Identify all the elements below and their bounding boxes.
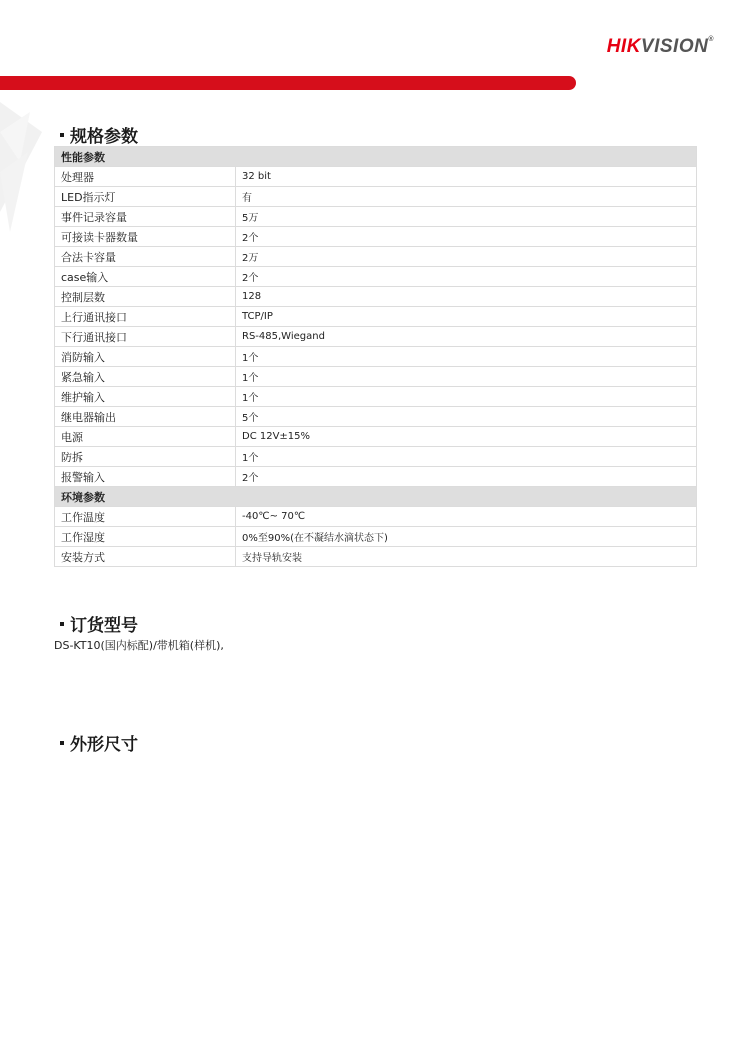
- table-row: [55, 387, 697, 407]
- spec-value: 32 bit: [236, 167, 697, 187]
- spec-key: 消防输入: [55, 347, 236, 367]
- environment-group-label: 环境参数: [55, 487, 697, 507]
- table-row: [55, 547, 697, 567]
- table-row: [55, 187, 697, 207]
- bullet-square-icon: [60, 741, 64, 745]
- spec-key: 可接读卡器数量: [55, 227, 236, 247]
- spec-value: 2万: [236, 247, 697, 267]
- size-section-title: [60, 730, 138, 755]
- spec-value: 1个: [236, 367, 697, 387]
- spec-value: TCP/IP: [236, 307, 697, 327]
- hikvision-logo: [607, 36, 714, 58]
- spec-value: 1个: [236, 347, 697, 367]
- spec-key: 报警输入: [55, 467, 236, 487]
- table-row: [55, 167, 697, 187]
- spec-key: 电源: [55, 427, 236, 447]
- order-model-text: DS-KT10(国内标配)/带机箱(样机),: [54, 639, 224, 652]
- spec-key: LED指示灯: [55, 187, 236, 207]
- table-row: [55, 447, 697, 467]
- environment-group-header: [55, 487, 697, 507]
- table-row: [55, 287, 697, 307]
- spec-value: 1个: [236, 387, 697, 407]
- spec-value: 有: [236, 187, 697, 207]
- table-row: [55, 247, 697, 267]
- spec-value: 1个: [236, 447, 697, 467]
- bullet-square-icon: [60, 622, 64, 626]
- spec-key: 事件记录容量: [55, 207, 236, 227]
- table-row: [55, 527, 697, 547]
- bullet-square-icon: [60, 133, 64, 137]
- spec-key: 上行通讯接口: [55, 307, 236, 327]
- spec-value: 5万: [236, 207, 697, 227]
- table-row: [55, 467, 697, 487]
- spec-value: 128: [236, 287, 697, 307]
- table-row: [55, 327, 697, 347]
- table-row: [55, 507, 697, 527]
- spec-key: 防拆: [55, 447, 236, 467]
- spec-key: 处理器: [55, 167, 236, 187]
- spec-value: 2个: [236, 267, 697, 287]
- table-row: [55, 347, 697, 367]
- order-section-title: [60, 611, 138, 636]
- performance-group-label: 性能参数: [55, 147, 697, 167]
- decorative-corner-shape: [0, 92, 60, 242]
- spec-value: 2个: [236, 467, 697, 487]
- spec-key: 控制层数: [55, 287, 236, 307]
- size-section-title-text: 外形尺寸: [70, 735, 138, 755]
- spec-key: 安装方式: [55, 547, 236, 567]
- table-row: [55, 307, 697, 327]
- spec-value: 5个: [236, 407, 697, 427]
- spec-section-title-text: 规格参数: [70, 127, 138, 147]
- logo-hik-text: HIK: [606, 36, 641, 57]
- spec-section-title: [60, 122, 138, 147]
- spec-key: 工作温度: [55, 507, 236, 527]
- spec-key: 合法卡容量: [55, 247, 236, 267]
- table-row: [55, 227, 697, 247]
- spec-value: -40℃~ 70℃: [236, 507, 697, 527]
- logo-registered-mark: ®: [708, 36, 714, 43]
- order-section-title-text: 订货型号: [70, 616, 138, 636]
- table-row: [55, 367, 697, 387]
- spec-value: 2个: [236, 227, 697, 247]
- performance-group-header: [55, 147, 697, 167]
- table-row: [55, 267, 697, 287]
- spec-key: 下行通讯接口: [55, 327, 236, 347]
- spec-key: 紧急输入: [55, 367, 236, 387]
- logo-vision-text: VISION: [640, 36, 709, 57]
- table-row: [55, 427, 697, 447]
- spec-key: case输入: [55, 267, 236, 287]
- spec-value: 支持导轨安装: [236, 547, 697, 567]
- spec-key: 维护输入: [55, 387, 236, 407]
- spec-key: 工作湿度: [55, 527, 236, 547]
- header-red-bar: [0, 76, 576, 90]
- spec-value: DC 12V±15%: [236, 427, 697, 447]
- spec-key: 继电器输出: [55, 407, 236, 427]
- spec-table: [54, 146, 697, 567]
- table-row: [55, 207, 697, 227]
- table-row: [55, 407, 697, 427]
- spec-value: RS-485,Wiegand: [236, 327, 697, 347]
- spec-value: 0%至90%(在不凝结水滴状态下): [236, 527, 697, 547]
